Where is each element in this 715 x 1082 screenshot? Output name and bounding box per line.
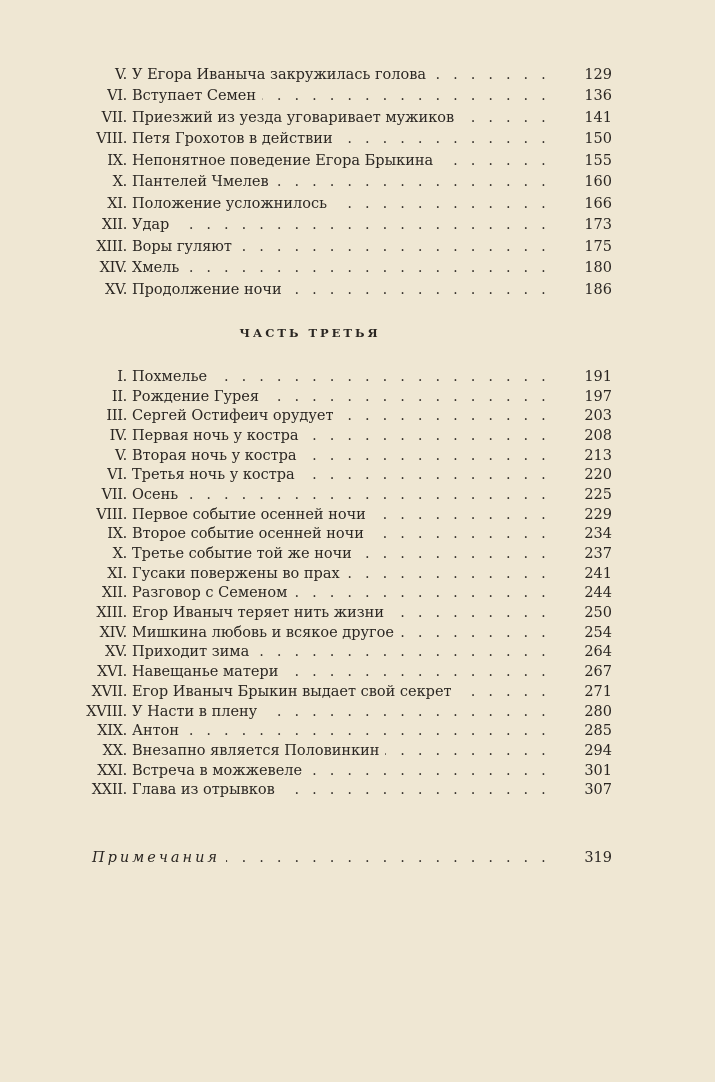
dot-leader xyxy=(184,486,550,504)
chapter-number: IX. xyxy=(107,526,127,543)
toc-entry xyxy=(0,258,715,280)
chapter-number: V. xyxy=(115,66,127,83)
chapter-number: VIII. xyxy=(96,506,127,523)
dot-leader xyxy=(263,703,550,721)
page-number: 229 xyxy=(584,506,612,523)
toc-entry xyxy=(0,702,715,722)
chapter-title: Воры гуляют xyxy=(132,239,238,255)
dot-leader xyxy=(308,762,550,780)
toc-entry xyxy=(0,761,715,781)
toc-part3 xyxy=(0,367,715,800)
chapter-title: Глава из отрывков xyxy=(132,782,281,798)
toc-entry xyxy=(0,86,715,108)
chapter-number: VII. xyxy=(101,109,127,126)
toc-entry xyxy=(0,236,715,258)
chapter-number: XII. xyxy=(101,217,127,234)
chapter-number: II. xyxy=(111,388,127,405)
chapter-title: Приезжий из уезда уговаривает мужиков xyxy=(132,110,460,126)
dot-leader xyxy=(185,722,550,740)
page-number: 136 xyxy=(584,88,612,105)
page-number: 250 xyxy=(584,605,612,622)
page-number: 225 xyxy=(584,486,612,503)
toc-entry xyxy=(0,64,715,86)
page-number: 186 xyxy=(584,281,612,298)
page-number: 244 xyxy=(584,585,612,602)
chapter-number: VIII. xyxy=(96,131,127,148)
chapter-number: XX. xyxy=(102,742,127,759)
chapter-number: XIV. xyxy=(99,260,127,277)
chapter-number: X. xyxy=(112,546,127,563)
chapter-title: Егор Иваныч Брыкин выдает свой секрет xyxy=(132,684,458,700)
chapter-number: XI. xyxy=(107,565,127,582)
chapter-title: Приходит зима xyxy=(132,644,255,660)
dot-leader xyxy=(275,173,550,191)
dot-leader xyxy=(255,643,550,661)
toc-entry-notes xyxy=(0,847,715,869)
chapter-title: Сергей Остифеич орудует xyxy=(132,408,340,424)
chapter-number: I. xyxy=(117,368,127,385)
chapter-number: X. xyxy=(112,174,127,191)
dot-leader xyxy=(432,66,550,84)
chapter-title: Первое событие осенней ночи xyxy=(132,507,372,523)
toc-entry xyxy=(0,215,715,237)
chapter-number: XXI. xyxy=(97,762,127,779)
toc-entry xyxy=(0,172,715,194)
toc-entry xyxy=(0,603,715,623)
chapter-number: XI. xyxy=(107,195,127,212)
chapter-number: XIII. xyxy=(96,605,127,622)
dot-leader xyxy=(340,407,551,425)
toc-entry xyxy=(0,643,715,663)
chapter-number: VI. xyxy=(107,467,127,484)
page-number: 280 xyxy=(584,703,612,720)
notes-page: 319 xyxy=(584,849,612,866)
chapter-number: VII. xyxy=(101,486,127,503)
toc-entry xyxy=(0,193,715,215)
toc-entry xyxy=(0,279,715,301)
page-number: 150 xyxy=(584,131,612,148)
dot-leader xyxy=(265,388,550,406)
page-number: 241 xyxy=(584,565,612,582)
toc-entry xyxy=(0,584,715,604)
chapter-title: Пантелей Чмелев xyxy=(132,174,275,190)
chapter-number: III. xyxy=(106,408,127,425)
toc-notes xyxy=(0,847,715,869)
page-number: 271 xyxy=(584,683,612,700)
page-number: 208 xyxy=(584,427,612,444)
page-number: 213 xyxy=(584,447,612,464)
page-number: 301 xyxy=(584,762,612,779)
page-number: 197 xyxy=(584,388,612,405)
chapter-title: У Егора Иваныча закружилась голова xyxy=(132,67,432,83)
toc-entry xyxy=(0,387,715,407)
chapter-title: Гусаки повержены во прах xyxy=(132,566,346,582)
toc-entry xyxy=(0,544,715,564)
dot-leader xyxy=(262,87,550,105)
chapter-title: Первая ночь у костра xyxy=(132,428,305,444)
toc-entry xyxy=(0,485,715,505)
chapter-title: Второе событие осенней ночи xyxy=(132,526,370,542)
dot-leader xyxy=(439,152,550,170)
chapter-title: Вторая ночь у костра xyxy=(132,448,303,464)
page-number: 175 xyxy=(584,238,612,255)
dot-leader xyxy=(284,663,550,681)
toc-entry xyxy=(0,780,715,800)
chapter-title: Встреча в можжевеле xyxy=(132,763,308,779)
dot-leader xyxy=(303,447,550,465)
part3-heading: ЧАСТЬ ТРЕТЬЯ xyxy=(239,326,381,340)
dot-leader xyxy=(238,238,550,256)
chapter-title: Третье событие той же ночи xyxy=(132,546,358,562)
dot-leader xyxy=(305,427,550,445)
toc-entry xyxy=(0,465,715,485)
dot-leader xyxy=(333,195,550,213)
toc-entry xyxy=(0,721,715,741)
chapter-title: Осень xyxy=(132,487,184,503)
toc-part2-continued xyxy=(0,64,715,301)
dot-leader xyxy=(385,742,550,760)
dot-leader xyxy=(301,466,550,484)
chapter-number: XVI. xyxy=(97,664,127,681)
toc-entry xyxy=(0,107,715,129)
dot-leader xyxy=(458,683,550,701)
page-number: 203 xyxy=(584,408,612,425)
page-number: 191 xyxy=(584,368,612,385)
chapter-title: Похмелье xyxy=(132,369,213,385)
dot-leader xyxy=(339,130,550,148)
dot-leader xyxy=(460,109,550,127)
page-number: 234 xyxy=(584,526,612,543)
chapter-title: Положение усложнилось xyxy=(132,196,333,212)
page-number: 294 xyxy=(584,742,612,759)
chapter-title: Хмель xyxy=(132,260,185,276)
dot-leader xyxy=(400,624,550,642)
chapter-title: Удар xyxy=(132,217,175,233)
toc-entry xyxy=(0,741,715,761)
toc-entry xyxy=(0,406,715,426)
chapter-title: Мишкина любовь и всякое другое xyxy=(132,625,400,641)
toc-entry xyxy=(0,129,715,151)
dot-leader xyxy=(358,545,550,563)
dot-leader xyxy=(288,281,550,299)
toc-entry xyxy=(0,426,715,446)
chapter-number: IX. xyxy=(107,152,127,169)
chapter-title: Рождение Гурея xyxy=(132,389,265,405)
dot-leader xyxy=(175,216,550,234)
toc-entry xyxy=(0,682,715,702)
chapter-title: Продолжение ночи xyxy=(132,282,288,298)
dot-leader xyxy=(390,604,550,622)
page-number: 307 xyxy=(584,782,612,799)
page-number: 267 xyxy=(584,664,612,681)
chapter-title: Петя Грохотов в действии xyxy=(132,131,339,147)
chapter-number: XIV. xyxy=(99,624,127,641)
chapter-title: Вступает Семен xyxy=(132,88,262,104)
chapter-title: Внезапно является Половинкин xyxy=(132,743,385,759)
chapter-number: XVII. xyxy=(91,683,127,700)
chapter-number: XIII. xyxy=(96,238,127,255)
chapter-title: Третья ночь у костра xyxy=(132,467,301,483)
toc-entry xyxy=(0,505,715,525)
chapter-title: Егор Иваныч теряет нить жизни xyxy=(132,605,390,621)
chapter-number: XV. xyxy=(105,644,127,661)
chapter-number: V. xyxy=(115,447,127,464)
dot-leader xyxy=(372,506,550,524)
chapter-title: Непонятное поведение Егора Брыкина xyxy=(132,153,439,169)
chapter-number: XVIII. xyxy=(86,703,127,720)
dot-leader xyxy=(185,259,550,277)
dot-leader xyxy=(226,849,550,867)
chapter-title: Разговор с Семеном xyxy=(132,585,293,601)
toc-entry xyxy=(0,623,715,643)
dot-leader xyxy=(293,584,550,602)
chapter-number: IV. xyxy=(109,427,127,444)
toc-entry xyxy=(0,662,715,682)
dot-leader xyxy=(281,781,550,799)
dot-leader xyxy=(346,565,550,583)
chapter-number: XIX. xyxy=(97,723,127,740)
page-number: 254 xyxy=(584,624,612,641)
toc-entry xyxy=(0,525,715,545)
toc-entry xyxy=(0,367,715,387)
chapter-number: VI. xyxy=(107,88,127,105)
chapter-number: XII. xyxy=(101,585,127,602)
page-number: 155 xyxy=(584,152,612,169)
page-number: 160 xyxy=(584,174,612,191)
chapter-title: Антон xyxy=(132,723,185,739)
page-number: 264 xyxy=(584,644,612,661)
page-number: 285 xyxy=(584,723,612,740)
page-number: 220 xyxy=(584,467,612,484)
dot-leader xyxy=(213,368,550,386)
toc-entry xyxy=(0,564,715,584)
toc-entry xyxy=(0,150,715,172)
page-number: 166 xyxy=(584,195,612,212)
toc-entry xyxy=(0,446,715,466)
page-number: 141 xyxy=(584,109,612,126)
page-number: 237 xyxy=(584,546,612,563)
page-number: 180 xyxy=(584,260,612,277)
notes-title: Примечания xyxy=(92,850,226,866)
chapter-title: Навещанье матери xyxy=(132,664,284,680)
chapter-number: XXII. xyxy=(91,782,127,799)
dot-leader xyxy=(370,525,550,543)
page-number: 173 xyxy=(584,217,612,234)
page-number: 129 xyxy=(584,66,612,83)
chapter-number: XV. xyxy=(105,281,127,298)
chapter-title: У Насти в плену xyxy=(132,704,263,720)
